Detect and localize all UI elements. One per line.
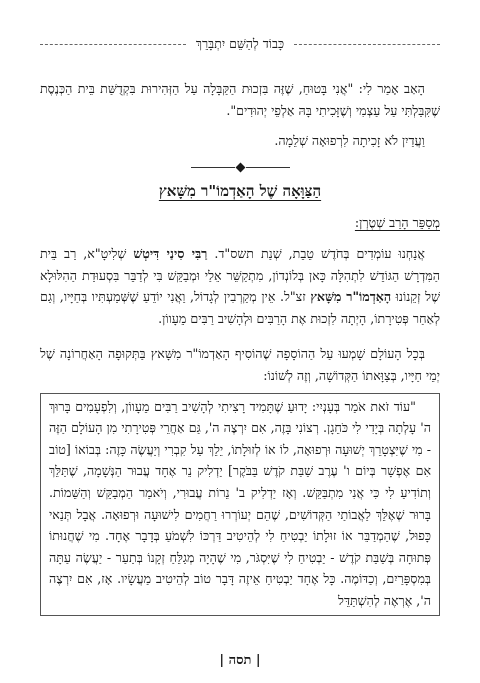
divider-line-left xyxy=(191,167,235,168)
section-divider xyxy=(40,164,440,171)
opening-paragraph-2: וַעֲדַיִן לֹא זָכִיתָה לִרְפוּאָה שְׁלֵמָה. xyxy=(274,133,425,149)
byline xyxy=(40,212,440,234)
opening-paragraph: הָאַב אָמַר לִי: "אֲנִי בָּטוּחַ, שֶׁזֶּה בִּזְכוּת הַקַּבָּלָה עַל הַזְּהִירוּת בִּקְדֻשַּׁת בֵּית הַכְּנֶסֶת שֶׁקִּבַּלְתִּי עַל עַצְמִי וְשֶׁזָּכִיתִי בָּהּ אַלְפֵי יְהוּדִים". xyxy=(40,81,440,118)
page-body xyxy=(40,78,440,616)
byline-text: מְסַפֵּר הָרַב שְׁטֶרְן: xyxy=(354,215,440,231)
section-heading: הַצַּוָּאָה שֶׁל הָאַדְמוֹ"ר מִשָּׁאץ xyxy=(158,181,322,200)
divider-diamond-icon xyxy=(235,162,245,172)
admor-name: הָאַדְמוֹ"ר מִשָּׁאץ xyxy=(310,289,392,305)
header-rule-right xyxy=(294,44,440,45)
running-header-title: כָּבוֹד לְהַשֵּׁם יִתְבָּרֵךְ xyxy=(195,36,285,51)
rabbi-name: רַבִּי סִינַי דִּיטְשׁ xyxy=(133,245,208,261)
para1-text-b: שְׁלִיטָ"א, רַב בֵּית הַמִּדְרָשׁ הַגּוֹדֵשׁ לִתְהִלָּה כָּאן בְּלוֹנְדוֹן, מִתְקַשֵּׁר אֵלַי וּמְבַקֵּשׁ בִּי לְדַבֵּר בִּסְעוּדַת הַהִלּוּלָא שֶׁל זְקֵנוֹנוּ xyxy=(40,245,440,305)
header-rule-left xyxy=(40,44,186,45)
body-paragraph-2: בְּכָל הָעוֹלָם שָׁמְעוּ עַל הַהוֹסָפָה שֶׁהוֹסִיף הָאַדְמוֹ"ר מִשָּׁאץ בַּתְּקוּפָה הָאַחֲרוֹנָה שֶׁל יְמֵי חַיָּיו, בְּצַוָּאתוֹ הַקְּדוֹשָׁה, וְזֶה לְשׁוֹנוֹ: xyxy=(40,346,440,383)
divider-line-right xyxy=(246,167,290,168)
will-quote-text: "עוֹד זֹאת אֹמַר בְּעָנְיִי: יָדוּעַ שֶׁתָּמִיד רָצִיתִי לְהָשִׁיב רַבִּים מֵעָווֹן, וְלִפְעָמִים בָּרוּךְ ה' עָלְתָה בְּיָדִי לִי כֹּחֵגָן. רְצוֹנִי בָּזֶה, אִם יִרְצֶה ה', גַּם אַחֲרֵי פְּטִירָתִי מִן הָעוֹלָם הַזֶּה - מִי שֶׁיִּצְטָרֵךְ יְשׁוּעָה וּרְפוּאָה, לוֹ אוֹ לְזוּלָתוֹ, יֵלֵךְ עַל קִבְרִי וְיַעֲשֶׂה כָּזֶה: בְּבוֹאוֹ [טוֹב אִם אֶפְשָׁר בְּיוֹם ו' עֶרֶב שַׁבַּת קֹדֶשׁ בַּבֹּקֶר] יַדְלִיק נֵר אֶחָד עֲבוּר הַנְּשָׁמָה, שֶׁתַּלֵּךְ וְתוֹדִיעַ לִי כִּי אֲנִי מִתְבַּקֵּשׁ. וְאָז יַדְלִיק ב' נֵרוֹת עֲבוּרִי, וְיֹאמַר הַמְבַקֵּשׁ וְהַשֵּׁמוֹת. בָּרוּר שֶׁאֶלֵּךְ לַאֲבוֹתַי הַקְּדוֹשִׁים, שֶׁהֵם יְעוֹרְרוּ רַחֲמִים לִישׁוּעָה וּרְפוּאָה. אֲבָל תְּנַאי כָּפוּל, שֶׁהַמְדַבֵּר אוֹ זוּלָתוֹ יַבְטִיחַ לִי לְהֵיטִיב דַּרְכּוֹ לִשְׁמֹעַ בְּדָבָר אֶחָד. מִי שֶׁחֲנוּתוֹ פְּתוּחָה בְּשַׁבַּת קֹדֶשׁ - יַבְטִיחַ לִי שֶׁיִּסְגֹּר, מִי שֶׁהָיָה מְגַלֵּחַ זְקָנוֹ בְּתַעַר - יַעֲשֶׂה עַתָּה בְּמִסְפָּרַיִם, וְכַדּוֹמֶה. כָּל אֶחָד יַבְטִיחַ אֵיזֶה דָּבָר טוֹב לְהֵיטִיב מַעֲשָׂיו. אָז, אִם יִרְצֶה ה', אֶרְאֶה לְהִשְׁתַּדֵּל xyxy=(49,398,431,608)
page-number: | תסה | xyxy=(219,653,261,668)
running-header xyxy=(40,34,440,54)
will-quote-box xyxy=(40,393,440,617)
para1-text-c: זצ"ל. אֵין מְקַרְבִין לְגָדוֹל, וַאֲנִי יוֹדֵעַ שֶׁשְּׁמַעְתִּיו בְּחַיָּיו, וְגַם לְאַחַר פְּטִירָתוֹ, הָיְתָה לִזְכוּת אֶת הָרַבִּים וּלְהָשִׁיב רַבִּים מֵעָווֹן. xyxy=(40,289,440,326)
body-paragraph-1 xyxy=(40,243,440,329)
para1-text-a: אֲנַחְנוּ עוֹמְדִים בְּחֹדֶשׁ טֵבֵת, שְׁנַת תשס"ד. xyxy=(207,245,425,261)
